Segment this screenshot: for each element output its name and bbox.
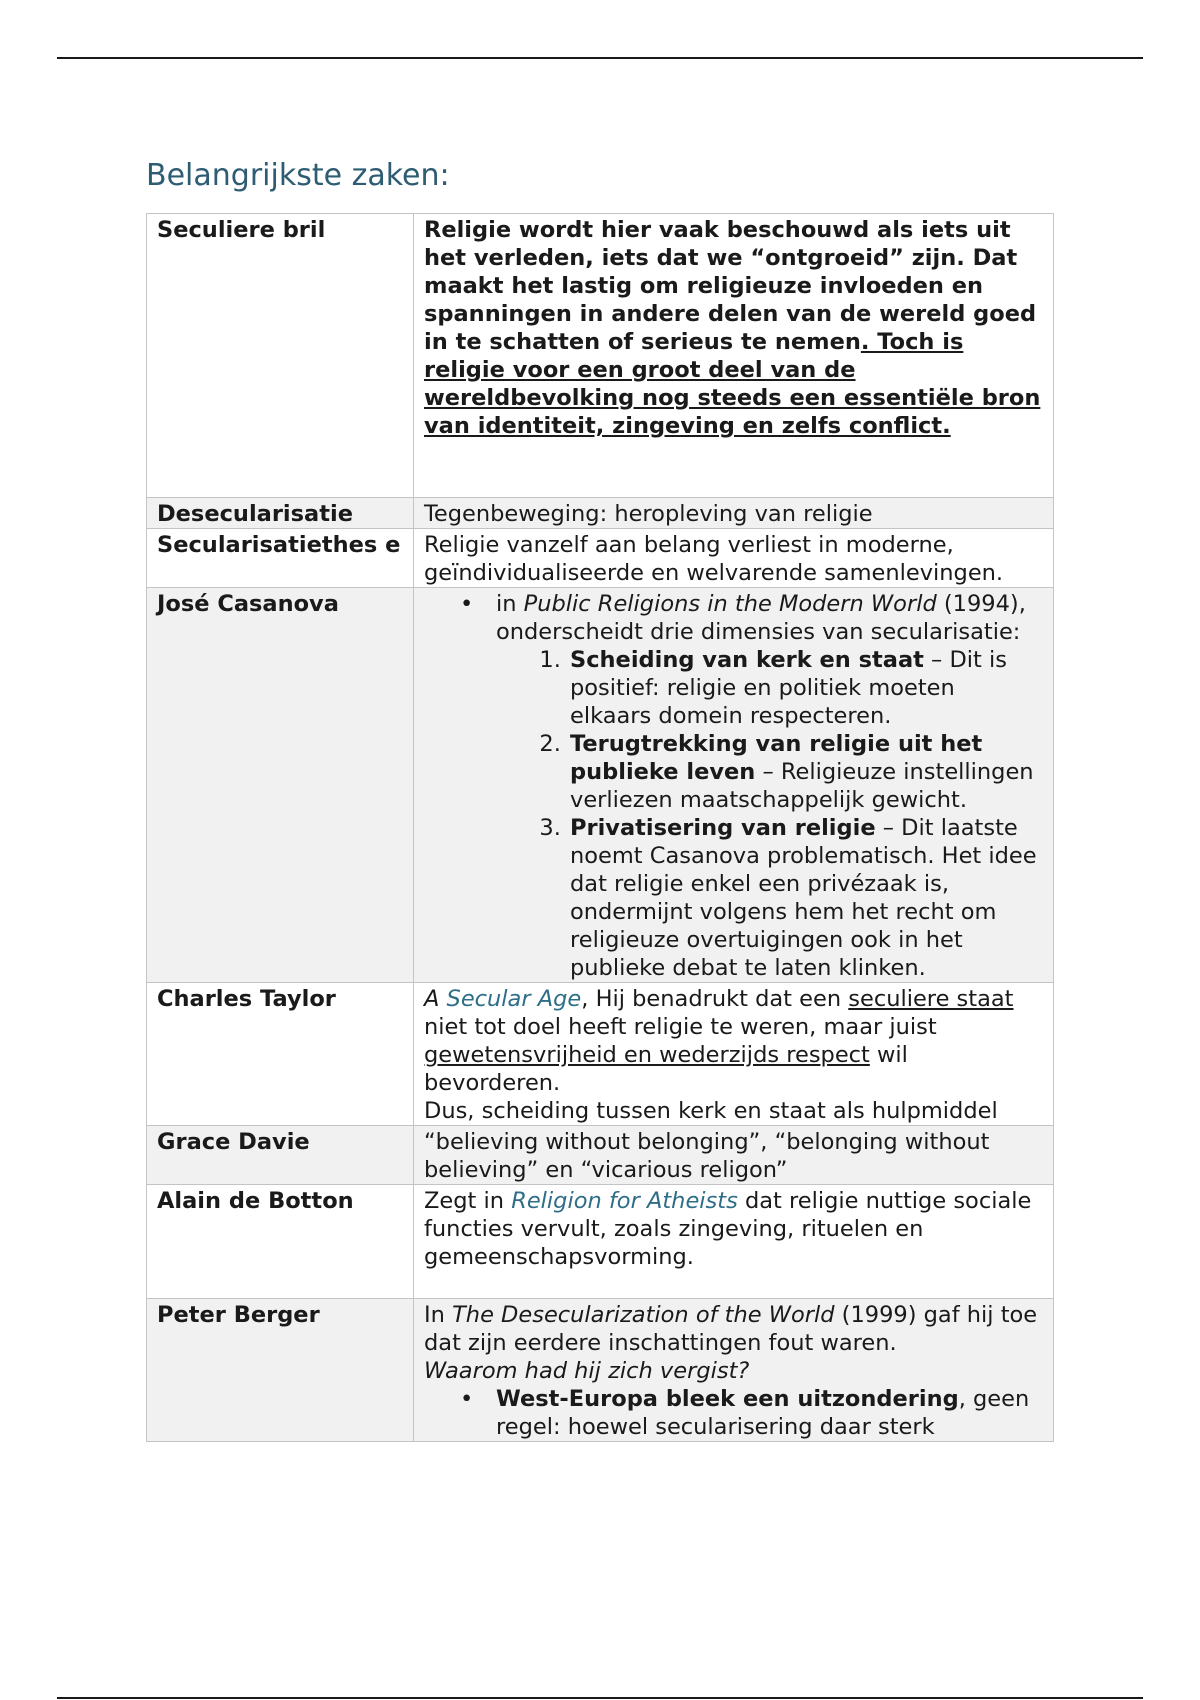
book-link[interactable]: Secular Age — [446, 986, 582, 1012]
definition-cell: Religie vanzelf aan belang verliest in moderne, geïndividualiseerde en welvarende samenlevingen. — [414, 529, 1054, 588]
dimension-title: Terugtrekking van religie uit het publieke leven — [570, 731, 983, 785]
dimension-title: Scheiding van kerk en staat — [570, 647, 924, 673]
definition-cell — [414, 1299, 1054, 1442]
footer-rule — [57, 1697, 1143, 1699]
definition-cell — [414, 214, 1054, 498]
term-cell: Alain de Botton — [147, 1185, 414, 1299]
definition-text: In — [424, 1302, 453, 1328]
table-row — [147, 588, 1054, 983]
table-row — [147, 1299, 1054, 1442]
table-row — [147, 214, 1054, 498]
definition-text: A — [424, 986, 447, 1012]
dimension-text: – Dit laatste noemt Casanova problematisch. Het idee dat religie enkel een privézaak is, ondermijnt volgens hem het recht om religieuze overtuigingen ook in het publieke debat te laten klinken. — [570, 815, 1037, 981]
bullet-list — [424, 1385, 1043, 1441]
dimension-title: Privatisering van religie — [570, 815, 876, 841]
intro-text: (1994), onderscheidt drie dimensies van secularisatie: — [496, 591, 1026, 645]
intro-text: in — [496, 591, 524, 617]
term-cell: Peter Berger — [147, 1299, 414, 1442]
definition-text: dat religie nuttige sociale functies vervult, zoals zingeving, rituelen en gemeenschapsvorming. — [424, 1188, 1032, 1270]
underlined-term: gewetensvrijheid en wederzijds respect — [424, 1042, 870, 1068]
definition-cell: Tegenbeweging: heropleving van religie — [414, 498, 1054, 529]
term-cell: José Casanova — [147, 588, 414, 983]
term-cell: Seculiere bril — [147, 214, 414, 498]
dimension-text: – Dit is positief: religie en politiek moeten elkaars domein respecteren. — [570, 647, 1007, 729]
definition-cell — [414, 1185, 1054, 1299]
table-row — [147, 983, 1054, 1126]
book-title: The Desecularization of the World — [452, 1302, 835, 1328]
definition-cell — [414, 588, 1054, 983]
bullet-bold: West-Europa bleek een uitzondering — [496, 1386, 959, 1412]
table-row — [147, 1185, 1054, 1299]
definition-text: Dus, scheiding tussen kerk en staat als hulpmiddel — [424, 1098, 998, 1124]
term-cell: Secularisatiethes e — [147, 529, 414, 588]
definition-text: niet tot doel heeft religie te weren, maar juist — [424, 1014, 937, 1040]
underlined-term: seculiere staat — [848, 986, 1014, 1012]
term-cell: Desecularisatie — [147, 498, 414, 529]
dimension-text: – Religieuze instellingen verliezen maatschappelijk gewicht. — [570, 759, 1034, 813]
definition-text: Religie wordt hier vaak beschouwd als iets uit het verleden, iets dat we “ontgroeid” zijn. Dat maakt het lastig om religieuze invloeden en spanningen in andere delen van de wereld goed in te schatten of serieus te nemen — [424, 217, 1037, 355]
definition-cell — [414, 983, 1054, 1126]
definition-underlined: . Toch is religie voor een groot deel van de wereldbevolking nog steeds een essentiële bron van identiteit, zingeving en zelfs conflict. — [424, 329, 1041, 439]
page-heading: Belangrijkste zaken: — [146, 158, 450, 193]
definition-text: (1999) gaf hij toe dat zijn eerdere inschattingen fout waren. — [424, 1302, 1038, 1356]
book-title: Public Religions in the Modern World — [523, 591, 937, 617]
table-row — [147, 529, 1054, 588]
table-row — [147, 498, 1054, 529]
table-row — [147, 1126, 1054, 1185]
list-item — [496, 1385, 1043, 1441]
bullet-text: , geen regel: hoewel secularisering daar sterk — [496, 1386, 1030, 1440]
book-link[interactable]: Religion for Atheists — [511, 1188, 738, 1214]
concepts-table — [146, 213, 1054, 1442]
definition-text: wil bevorderen. — [424, 1042, 908, 1096]
list-item — [496, 590, 1043, 982]
term-cell: Charles Taylor — [147, 983, 414, 1126]
definition-cell: “believing without belonging”, “belonging without believing” en “vicarious religon” — [414, 1126, 1054, 1185]
dimensions-list — [496, 646, 1043, 982]
list-item — [568, 646, 1043, 730]
list-item — [568, 730, 1043, 814]
definition-text: Zegt in — [424, 1188, 512, 1214]
question-text: Waarom had hij zich vergist? — [424, 1358, 750, 1384]
definition-text: , Hij benadrukt dat een — [581, 986, 849, 1012]
header-rule — [57, 57, 1143, 59]
bullet-list — [424, 590, 1043, 982]
term-cell: Grace Davie — [147, 1126, 414, 1185]
list-item — [568, 814, 1043, 982]
